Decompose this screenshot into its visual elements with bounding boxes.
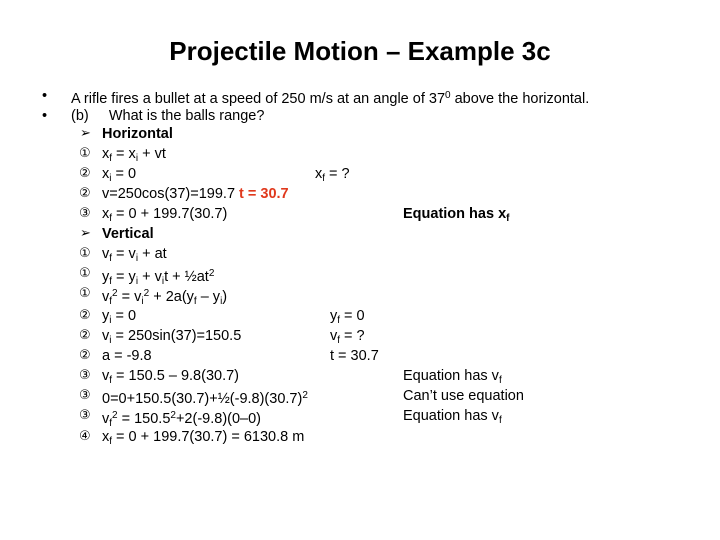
arrow-bullet-icon: ➢	[80, 226, 91, 241]
circled-3-icon: ③	[79, 408, 91, 423]
eq-vf-squared: $v_f^2 = v_i^2 + 2a(y_f - y_i)$	[102, 288, 228, 307]
eq-has-vf-note: Equation has $v_f$	[403, 368, 502, 386]
circled-3-icon: ③	[79, 368, 91, 383]
circled-1-icon: ①	[79, 246, 91, 261]
circled-2-icon: ②	[79, 166, 91, 181]
yf-zero: $y_f = 0$	[330, 308, 365, 326]
arrow-bullet-icon: ➢	[80, 126, 91, 141]
bullet-marker: •	[42, 88, 48, 104]
circled-4-icon: ④	[79, 429, 91, 444]
horizontal-heading: Horizontal	[102, 126, 173, 142]
vertical-heading: Vertical	[102, 226, 154, 242]
eq-yf-kinematic: $y_f = y_i + v_it$ + $\frac{1}{2}at^2$	[102, 268, 215, 287]
problem-statement: A rifle fires a bullet at a speed of 250 m/s at an angle of $37^0$ above the horizontal.	[71, 90, 590, 107]
circled-2-icon: ②	[79, 348, 91, 363]
t-value-highlight: t = 30.7	[239, 186, 289, 202]
xf-unknown: $x_f$ = ?	[315, 166, 350, 184]
t-value-right: t = 30.7	[330, 348, 379, 364]
eq-xf-xi-vt: $x_f = x_i$ + vt	[102, 146, 166, 164]
bullet-marker: •	[42, 108, 48, 124]
yi-zero: $y_i = 0$	[102, 308, 137, 326]
vf2-calc: $v_f^2 = 150.5^2+2(-9.8)(0-0)$	[102, 410, 261, 429]
circled-3-icon: ③	[79, 388, 91, 403]
circled-2-icon: ②	[79, 308, 91, 323]
xi-zero: $x_i = 0$	[102, 166, 137, 184]
eq-has-xf-note: Equation has $x_f$	[403, 206, 510, 224]
xf-calc: $x_f = 0 + 199.7(30.7)$	[102, 206, 228, 224]
eq-vf-vi-at: $v_f = v_i$ + at	[102, 246, 167, 264]
a-value: a = -9.8	[102, 348, 152, 364]
slide-title: Projectile Motion – Example 3c	[169, 36, 551, 66]
circled-2-icon: ②	[79, 186, 91, 201]
circled-2-icon: ②	[79, 328, 91, 343]
circled-1-icon: ①	[79, 286, 91, 301]
zero-equation: $0=0+150.5(30.7)+\frac{1}{2}(-9.8)(30.7)^2$	[102, 390, 308, 407]
cant-use-note: Can’t use equation	[403, 388, 524, 404]
circled-3-icon: ③	[79, 206, 91, 221]
v-cos-line: v=250cos(37)=199.7 t = 30.7	[102, 186, 289, 202]
vi-sin-line: $v_i = 250\sin(37)=150.5$	[102, 328, 242, 346]
eq-has-vf-note-2: Equation has $v_f$	[403, 408, 502, 426]
final-answer: $x_f = 0 + 199.7(30.7) = 6130.8$ m	[102, 429, 305, 447]
question-b: (b) What is the balls range?	[71, 108, 265, 124]
vf-calc: $v_f = 150.5 - 9.8(30.7)$	[102, 368, 239, 386]
circled-1-icon: ①	[79, 266, 91, 281]
vf-unknown: $v_f$ = ?	[330, 328, 365, 346]
circled-1-icon: ①	[79, 146, 91, 161]
